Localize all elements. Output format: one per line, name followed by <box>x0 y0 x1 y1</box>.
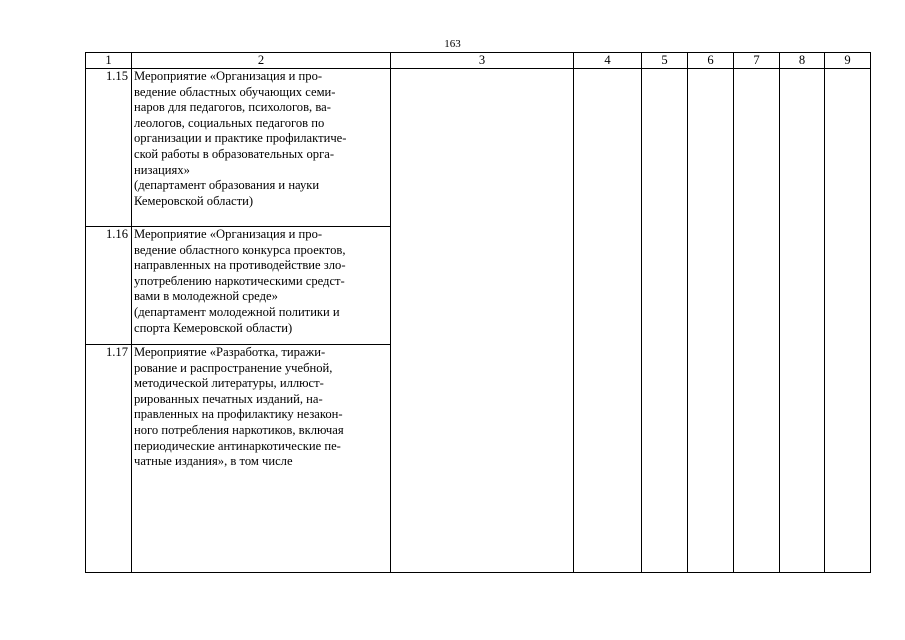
cell-col-9 <box>825 69 871 573</box>
measures-table <box>85 52 871 573</box>
column-header-8: 8 <box>780 53 825 69</box>
page-number: 163 <box>444 38 461 50</box>
column-header-7: 7 <box>734 53 780 69</box>
cell-col-4 <box>574 69 642 573</box>
header-row <box>86 53 871 69</box>
cell-col-8 <box>780 69 825 573</box>
column-header-9: 9 <box>825 53 871 69</box>
column-header-5: 5 <box>642 53 688 69</box>
column-header-2: 2 <box>132 53 391 69</box>
measure-description: Мероприятие «Организация и про- ведение областного конкурса проектов, направленных на противодействие зло- употреблению наркотическими средст- вами в молодежной среде» (департамент молодежной политики и спорта Кемеровской области) <box>132 227 391 345</box>
column-header-3: 3 <box>391 53 574 69</box>
column-header-4: 4 <box>574 53 642 69</box>
cell-col-5 <box>642 69 688 573</box>
cell-col-3 <box>391 69 574 573</box>
cell-col-7 <box>734 69 780 573</box>
measure-description: Мероприятие «Разработка, тиражи- рование и распространение учебной, методической литературы, иллюст- рированных печатных изданий, на- правленных на профилактику незакон- ного потребления наркотиков, включая периодические антинаркотические пе- чатные издания», в том числе <box>132 345 391 573</box>
cell-col-6 <box>688 69 734 573</box>
column-header-1: 1 <box>86 53 132 69</box>
row-number: 1.16 <box>86 227 132 345</box>
column-header-6: 6 <box>688 53 734 69</box>
row-number: 1.15 <box>86 69 132 227</box>
row-number: 1.17 <box>86 345 132 573</box>
table-row <box>86 69 871 227</box>
measure-description: Мероприятие «Организация и про- ведение областных обучающих семи- наров для педагогов, психологов, ва- леологов, социальных педагогов по организации и практике профилактиче- ской работы в образовательных орга- низациях» (департамент образования и науки Кемеровской области) <box>132 69 391 227</box>
